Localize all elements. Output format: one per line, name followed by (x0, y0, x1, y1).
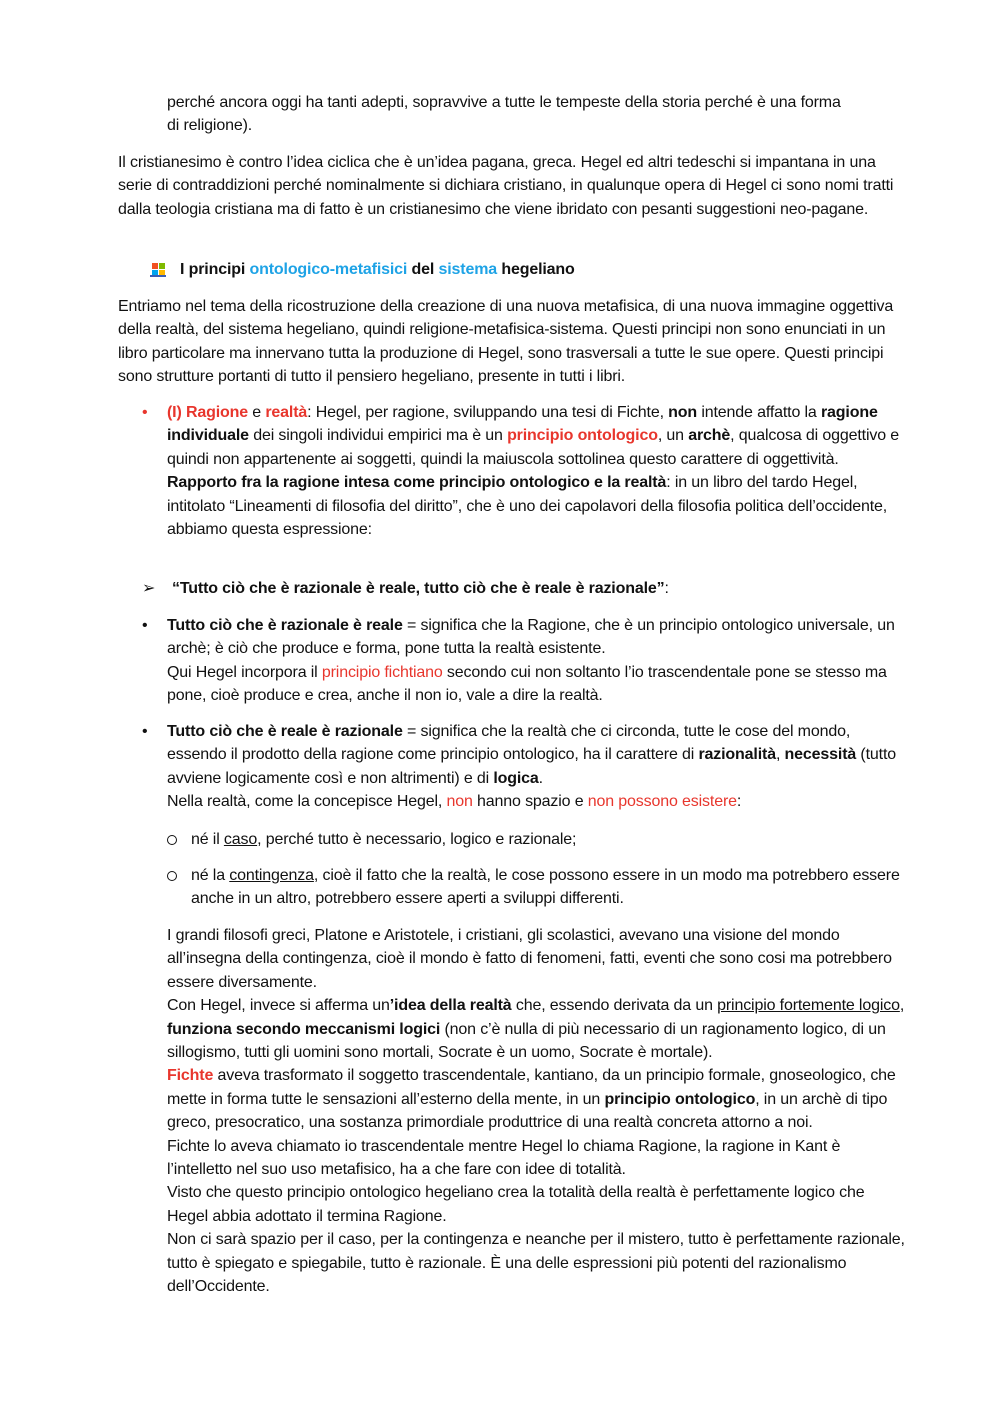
arrow-bullet: ➢ (142, 580, 156, 597)
continuation-paragraph (167, 91, 909, 138)
windows-flag-icon (150, 262, 168, 278)
continuation-line-2: di religione). (167, 117, 253, 135)
heading-keyword-system: sistema (438, 261, 498, 278)
section-heading: I principi ontologico-metafisici del sistema hegeliano (180, 261, 575, 278)
item-ragione-realta: (I) Ragione e realtà: Hegel, per ragione, sviluppando una tesi di Fichte, non intende affatto la ragione individuale dei singoli individui empirici ma è un principio ontologico, un archè, qualcosa di oggettivo e quindi non appartenente ai soggetti, quindi la maiuscola sottolinea questo carattere di oggettività. Rapporto fra la ragione intesa come principio ontologico e la realtà: in un libro del tardo Hegel, intitolato “Lineamenti di filosofia del diritto”, che è uno dei capolavori della filosofia politica dell’occidente, abbiamo questa espressione: (167, 404, 899, 539)
continuation-line-1: perché ancora oggi ha tanti adepti, sopravvive a tutte le tempeste della storia perché è una forma (167, 94, 841, 111)
hegel-quote: “Tutto ciò che è razionale è reale, tutto ciò che è reale è razionale”: (172, 580, 669, 597)
closing-paragraphs: I grandi filosofi greci, Platone e Aristotele, i cristiani, gli scolastici, avevano una visione del mondo all’insegna della contingenza, cioè il mondo è fatto di fenomeni, fatti, eventi che sono cosi ma potrebbero essere diversamente. Con Hegel, invece si afferma un’idea della realtà che, essendo derivata da un principio fortemente logico, funziona secondo meccanismi logici (non c’è nulla di più necessario di un ragionamento logico, di un sillogismo, tutti gli uomini sono mortali, Socrate è un uomo, Socrate è mortale). Fichte aveva trasformato il soggetto trascendentale, kantiano, da un principio formale, gnoseologico, che mette in forma tutte le sensazioni all’esterno della mente, in un principio ontologico, in un archè di tipo greco, presocratico, una sostanza primordiale produttrice di una realtà concreta attorno a noi. Fichte lo aveva chiamato io trascendentale mentre Hegel lo chiama Ragione, la ragione in Kant è l’intelletto nel suo uso metafisico, ha a che fare con idee di totalità. Visto che questo principio ontologico hegeliano crea la totalità della realtà è perfettamente logico che Hegel abbia adottato il termina Ragione. Non ci sarà spazio per il caso, per la contingenza e neanche per il mistero, tutto è perfettamente razionale, tutto è spiegato e spiegabile, tutto è razionale. È una delle espressioni più potenti del razionalismo dell’Occidente. (167, 927, 905, 1296)
heading-keyword-ontological: ontologico-metafisici (249, 261, 408, 278)
sub-item-contingenza: né la contingenza, cioè il fatto che la realtà, le cose possono essere in un modo ma potrebbero essere anche in un altro, potrebbero essere aperti a sviluppi differenti. (191, 867, 900, 908)
sub-item-caso: né il caso, perché tutto è necessario, logico e razionale; (191, 831, 577, 848)
item-real-is-rational: Tutto ciò che è reale è razionale = significa che la realtà che ci circonda, tutte le cose del mondo, essendo il prodotto della ragione come principio ontologico, ha il carattere di razionalità, necessità (tutto avviene logicamente così e non altrimenti) e di logica. Nella realtà, come la concepisce Hegel, non hanno spazio e non possono esistere: (167, 723, 896, 811)
circle-bullet (167, 864, 181, 878)
bullet-marker: • (142, 404, 148, 421)
paragraph-christianity: Il cristianesimo è contro l’idea ciclica che è un’idea pagana, greca. Hegel ed altri tedeschi si impantana in una serie di contraddizioni perché nominalmente si dichiara cristiano, in qualunque opera di Hegel ci sono nomi tratti dalla teologia cristiana ma di fatto è un cristianesimo che viene ibridato con pesanti suggestioni neo-pagane. (118, 154, 894, 218)
bullet-marker: • (142, 617, 148, 634)
item-rational-is-real: Tutto ciò che è razionale è reale = significa che la Ragione, che è un principio ontologico universale, un archè; è ciò che produce e forma, pone tutta la realtà esistente. Qui Hegel incorpora il principio fichtiano secondo cui non soltanto l’io trascendentale pone se stesso ma pone, cioè produce e crea, anche il non io, vale a dire la realtà. (167, 617, 895, 705)
paragraph-intro: Entriamo nel tema della ricostruzione della creazione di una nuova metafisica, di una nuova immagine oggettiva della realtà, del sistema hegeliano, quindi religione-metafisica-sistema. Questi principi non sono enunciati in un libro particolare ma innervano tutta la produzione di Hegel, sono trasversali a tutte le sue opere. Questi principi sono strutture portanti di tutto il pensiero hegeliano, presente in tutti i libri. (118, 298, 894, 386)
bullet-marker: • (142, 723, 148, 740)
circle-bullet (167, 828, 181, 842)
